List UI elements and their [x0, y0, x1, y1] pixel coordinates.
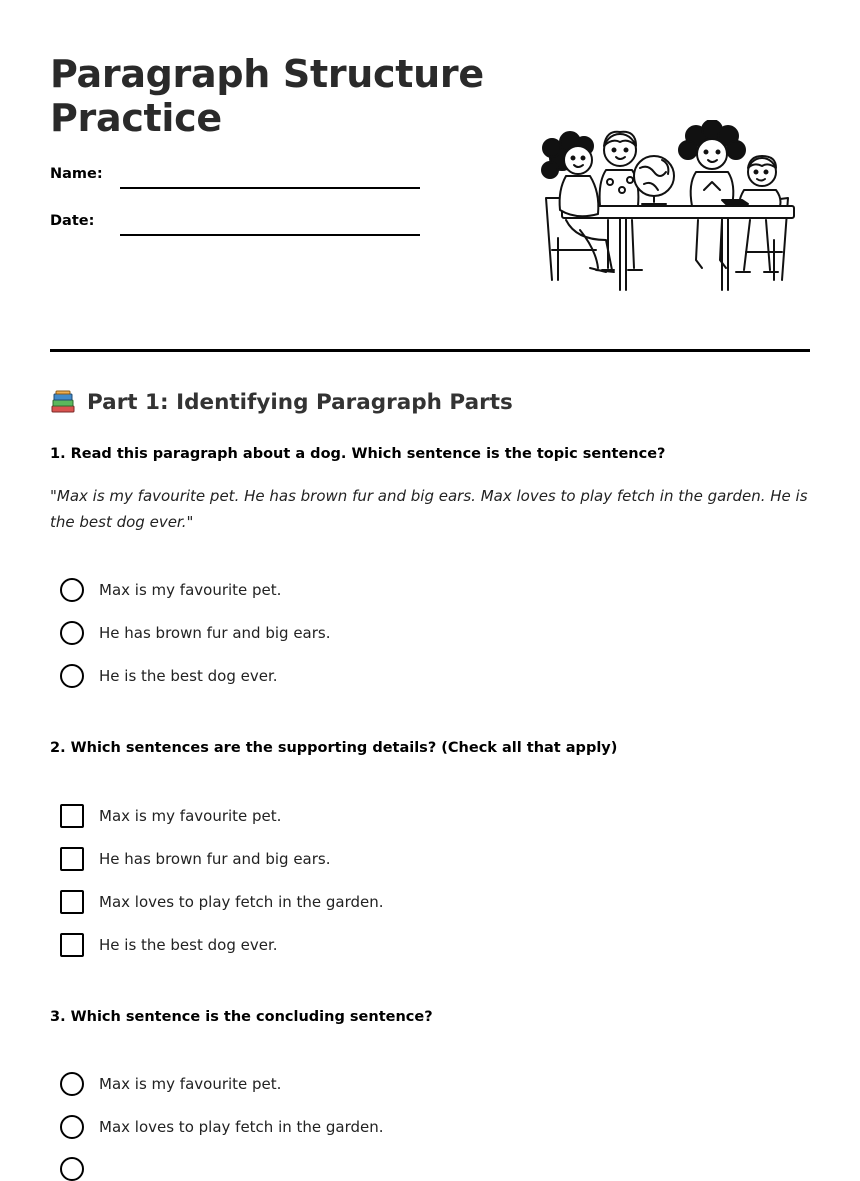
name-label: Name: [50, 166, 103, 182]
option-label: Max is my favourite pet. [99, 807, 282, 825]
section-divider [50, 349, 810, 352]
q1-option-2[interactable] [60, 621, 331, 645]
title-line-1: Paragraph Structure [50, 52, 484, 96]
checkbox[interactable] [60, 890, 84, 914]
question-1-passage: "Max is my favourite pet. He has brown fur and big ears. Max loves to play fetch in the garden. He is the best dog ever." [50, 487, 808, 531]
children-at-table-with-globe-illustration [536, 120, 798, 295]
q1-option-1[interactable] [60, 578, 281, 602]
q2-option-2[interactable] [60, 847, 331, 871]
radio-button[interactable] [60, 1072, 84, 1096]
checkbox[interactable] [60, 804, 84, 828]
radio-button[interactable] [60, 621, 84, 645]
q1-option-3[interactable] [60, 664, 278, 688]
radio-button[interactable] [60, 1115, 84, 1139]
question-3-prompt: 3. Which sentence is the concluding sentence? [50, 1009, 433, 1025]
option-label: Max loves to play fetch in the garden. [99, 893, 384, 911]
page-title [50, 52, 484, 140]
option-label: He is the best dog ever. [99, 667, 278, 685]
checkbox[interactable] [60, 933, 84, 957]
date-field[interactable] [120, 234, 420, 236]
books-icon [50, 389, 76, 415]
option-label: Max is my favourite pet. [99, 581, 282, 599]
radio-button[interactable] [60, 664, 84, 688]
question-2-prompt: 2. Which sentences are the supporting details? (Check all that apply) [50, 740, 618, 756]
name-field[interactable] [120, 187, 420, 189]
part1-heading-text: Part 1: Identifying Paragraph Parts [87, 389, 513, 415]
q2-option-4[interactable] [60, 933, 278, 957]
part1-heading [50, 389, 513, 415]
q3-option-1[interactable] [60, 1072, 281, 1096]
option-label: Max is my favourite pet. [99, 1075, 282, 1093]
radio-button[interactable] [60, 578, 84, 602]
option-label: He has brown fur and big ears. [99, 850, 331, 868]
q2-option-1[interactable] [60, 804, 281, 828]
q3-option-2[interactable] [60, 1115, 384, 1139]
option-label: He is the best dog ever. [99, 936, 278, 954]
option-label: He has brown fur and big ears. [99, 624, 331, 642]
checkbox[interactable] [60, 847, 84, 871]
date-label: Date: [50, 213, 95, 229]
q2-option-3[interactable] [60, 890, 384, 914]
question-1-prompt: 1. Read this paragraph about a dog. Which sentence is the topic sentence? [50, 446, 666, 462]
option-label: Max loves to play fetch in the garden. [99, 1118, 384, 1136]
title-line-2: Practice [50, 96, 222, 140]
